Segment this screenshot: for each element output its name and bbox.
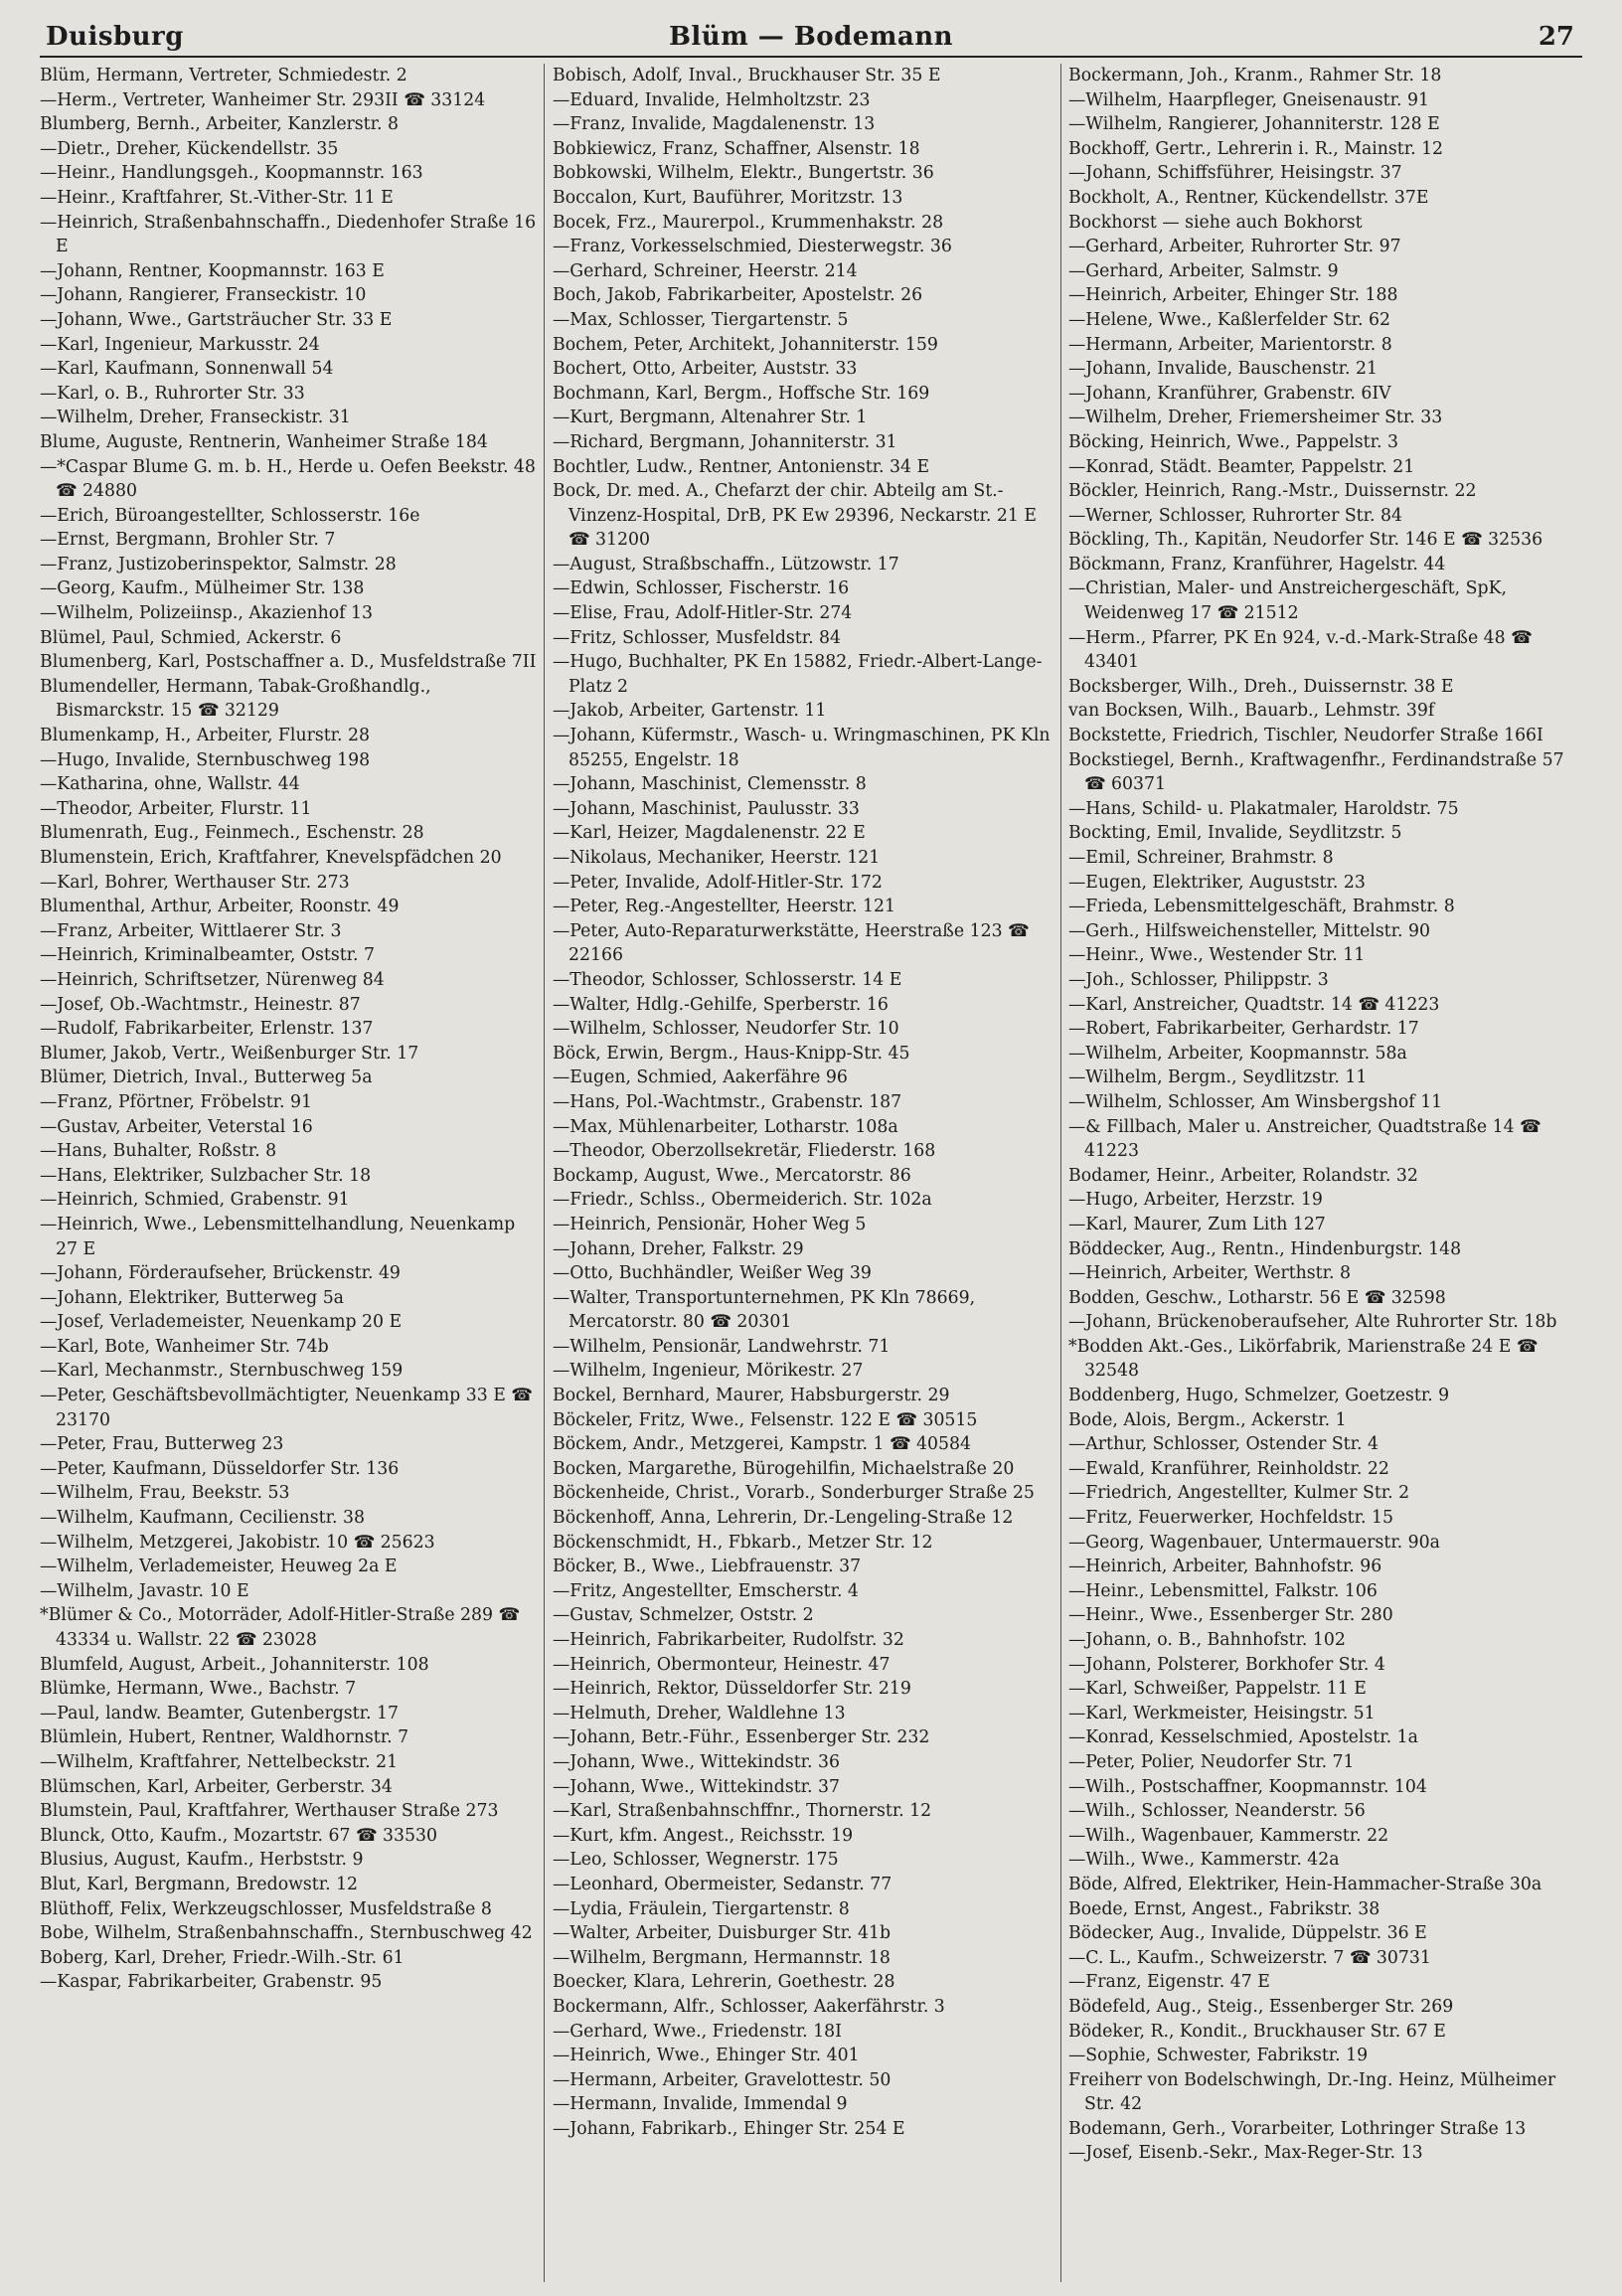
- directory-entry: —Heinr., Wwe., Essenberger Str. 280: [1068, 1605, 1393, 1626]
- directory-entry: —Gerhard, Arbeiter, Salmstr. 9: [1068, 260, 1339, 281]
- directory-entry: —Theodor, Schlosser, Schlosserstr. 14 E: [553, 969, 902, 990]
- directory-entry: —Karl, Heizer, Magdalenenstr. 22 E: [553, 823, 866, 844]
- directory-entry: —Karl, Anstreicher, Quadtstr. 14 ☎ 41223: [1068, 994, 1440, 1015]
- directory-entry: —Wilhelm, Ingenieur, Mörikestr. 27: [553, 1361, 864, 1382]
- directory-entry: —Helmuth, Dreher, Waldlehne 13: [553, 1703, 846, 1723]
- directory-entry: —Max, Schlosser, Tiergartenstr. 5: [553, 309, 849, 330]
- directory-entry: —Theodor, Oberzollsekretär, Fliederstr. 168: [553, 1141, 936, 1162]
- directory-entry: Böckenheide, Christ., Vorarb., Sonderburger Straße 25: [553, 1483, 1035, 1504]
- directory-entry: Bockholt, A., Rentner, Kückendellstr. 37E: [1068, 187, 1429, 208]
- directory-entry: Bochem, Peter, Architekt, Johanniterstr. 159: [553, 334, 938, 355]
- directory-entry: —C. L., Kaufm., Schweizerstr. 7 ☎ 30731: [1068, 1947, 1431, 1968]
- directory-entry: —Johann, Dreher, Falkstr. 29: [553, 1238, 804, 1259]
- directory-entry: Bockting, Emil, Invalide, Seydlitzstr. 5: [1068, 823, 1402, 844]
- directory-entry: —Johann, Betr.-Führ., Essenberger Str. 232: [553, 1727, 930, 1748]
- directory-entry: Boch, Jakob, Fabrikarbeiter, Apostelstr. 26: [553, 285, 923, 306]
- directory-entry: Bochmann, Karl, Bergm., Hoffsche Str. 169: [553, 383, 930, 404]
- directory-entry: Freiherr von Bodelschwingh, Dr.-Ing. Heinz, Mülheimer Str. 42: [1068, 2069, 1556, 2115]
- directory-entry: —Katharina, ohne, Wallstr. 44: [40, 774, 300, 795]
- directory-entry: Blümlein, Hubert, Rentner, Waldhornstr. 7: [40, 1727, 409, 1748]
- directory-entry: —Wilhelm, Kaufmann, Cecilienstr. 38: [40, 1508, 365, 1529]
- directory-entry: Boberg, Karl, Dreher, Friedr.-Wilh.-Str. 61: [40, 1947, 405, 1968]
- directory-entry: —Emil, Schreiner, Brahmstr. 8: [1068, 848, 1334, 868]
- directory-entry: —Heinrich, Arbeiter, Ehinger Str. 188: [1068, 285, 1398, 306]
- directory-entry: —Gustav, Arbeiter, Veterstal 16: [40, 1116, 313, 1137]
- directory-entry: —Josef, Verlademeister, Neuenkamp 20 E: [40, 1312, 403, 1333]
- directory-entry: —Hans, Elektriker, Sulzbacher Str. 18: [40, 1165, 372, 1186]
- directory-entry: —Hans, Schild- u. Plakatmaler, Haroldstr. 75: [1068, 798, 1459, 819]
- directory-entry: —Robert, Fabrikarbeiter, Gerhardstr. 17: [1068, 1019, 1419, 1040]
- directory-entry: Böckling, Th., Kapitän, Neudorfer Str. 146 E ☎ 32536: [1068, 530, 1543, 551]
- directory-entry: —Wilhelm, Bergmann, Hermannstr. 18: [553, 1947, 891, 1968]
- directory-entry: Blüthoff, Felix, Werkzeugschlosser, Musfeldstraße 8: [40, 1898, 492, 1919]
- directory-entry: —Eduard, Invalide, Helmholtzstr. 23: [553, 89, 871, 110]
- directory-entry: —Walter, Arbeiter, Duisburger Str. 41b: [553, 1923, 892, 1944]
- directory-entry: —Wilh., Wwe., Kammerstr. 42a: [1068, 1850, 1340, 1871]
- directory-entry: —Wilhelm, Schlosser, Am Winsbergshof 11: [1068, 1091, 1443, 1112]
- directory-entry: —Heinrich, Arbeiter, Bahnhofstr. 96: [1068, 1557, 1382, 1577]
- directory-entry: —Karl, Mechanmstr., Sternbuschweg 159: [40, 1361, 404, 1382]
- directory-entry: —Peter, Invalide, Adolf-Hitler-Str. 172: [553, 872, 883, 893]
- directory-entry: —Peter, Auto-Reparaturwerkstätte, Heerstraße 123 ☎ 22166: [553, 920, 1030, 966]
- directory-entry: —Wilhelm, Verlademeister, Heuweg 2a E: [40, 1557, 398, 1577]
- directory-entry: —Arthur, Schlosser, Ostender Str. 4: [1068, 1434, 1379, 1455]
- column-divider: [1060, 64, 1061, 2282]
- directory-entry: —Georg, Kaufm., Mülheimer Str. 138: [40, 578, 365, 599]
- directory-entry: —Herm., Pfarrer, PK En 924, v.-d.-Mark-Straße 48 ☎ 43401: [1068, 627, 1533, 673]
- directory-entry: —Karl, Maurer, Zum Lith 127: [1068, 1214, 1326, 1234]
- directory-entry: —Johann, Förderaufseher, Brückenstr. 49: [40, 1263, 401, 1284]
- directory-entry: Bödeker, R., Kondit., Bruckhauser Str. 67 E: [1068, 2021, 1446, 2042]
- directory-entry: —Hugo, Arbeiter, Herzstr. 19: [1068, 1190, 1323, 1211]
- directory-entry: —Wilhelm, Metzgerei, Jakobistr. 10 ☎ 25623: [40, 1532, 435, 1553]
- directory-entry: —Otto, Buchhändler, Weißer Weg 39: [553, 1263, 872, 1284]
- directory-entry: —Karl, Kaufmann, Sonnenwall 54: [40, 359, 334, 380]
- directory-entry: Bochtler, Ludw., Rentner, Antonienstr. 34 E: [553, 456, 930, 477]
- directory-entry: —Johann, Schiffsführer, Heisingstr. 37: [1068, 163, 1402, 184]
- directory-entry: —Wilhelm, Frau, Beekstr. 53: [40, 1483, 290, 1504]
- directory-entry: Blumenkamp, H., Arbeiter, Flurstr. 28: [40, 726, 370, 746]
- directory-entry: —Johann, Wwe., Wittekindstr. 36: [553, 1751, 840, 1772]
- directory-entry: —Peter, Reg.-Angestellter, Heerstr. 121: [553, 897, 895, 917]
- directory-entry: Bocek, Frz., Maurerpol., Krummenhakstr. 28: [553, 212, 944, 233]
- directory-entry: Blümschen, Karl, Arbeiter, Gerberstr. 34: [40, 1776, 393, 1797]
- directory-entry: —Heinrich, Pensionär, Hoher Weg 5: [553, 1214, 867, 1234]
- directory-entry: —Gerhard, Arbeiter, Ruhrorter Str. 97: [1068, 237, 1401, 257]
- directory-entry: —Heinrich, Arbeiter, Werthstr. 8: [1068, 1263, 1351, 1284]
- directory-entry: Boddenberg, Hugo, Schmelzer, Goetzestr. 9: [1068, 1386, 1450, 1406]
- directory-entry: —Wilh., Postschaffner, Koopmannstr. 104: [1068, 1776, 1427, 1797]
- directory-entry: —Gustav, Schmelzer, Oststr. 2: [553, 1605, 814, 1626]
- directory-entry: Blümel, Paul, Schmied, Ackerstr. 6: [40, 627, 342, 648]
- directory-entry: Böcker, B., Wwe., Liebfrauenstr. 37: [553, 1557, 862, 1577]
- directory-entry: —Ewald, Kranführer, Reinholdstr. 22: [1068, 1458, 1389, 1479]
- directory-entry: —Ernst, Bergmann, Brohler Str. 7: [40, 530, 336, 551]
- directory-entry: —Karl, Ingenieur, Markusstr. 24: [40, 334, 320, 355]
- directory-entry: —Heinr., Wwe., Westender Str. 11: [1068, 945, 1366, 966]
- directory-entry: —Wilh., Schlosser, Neanderstr. 56: [1068, 1801, 1366, 1822]
- directory-entry: —Gerh., Hilfsweichensteller, Mittelstr. 90: [1068, 920, 1430, 941]
- directory-entry: —Heinr., Kraftfahrer, St.-Vither-Str. 11 E: [40, 187, 394, 208]
- directory-entry: Blusius, August, Kaufm., Herbststr. 9: [40, 1850, 364, 1871]
- directory-entry: Bock, Dr. med. A., Chefarzt der chir. Abteilg am St.-Vinzenz-Hospital, DrB, PK Ew 29396, Neckarstr. 21 E ☎ 31200: [553, 481, 1037, 551]
- directory-entry: —Johann, Rangierer, Franseckistr. 10: [40, 285, 367, 306]
- directory-entry: —Johann, Kranführer, Grabenstr. 6IV: [1068, 383, 1391, 404]
- directory-entry: —Wilhelm, Javastr. 10 E: [40, 1580, 249, 1601]
- directory-entry: —Hugo, Invalide, Sternbuschweg 198: [40, 749, 371, 770]
- directory-entry: —Fritz, Angestellter, Emscherstr. 4: [553, 1580, 859, 1601]
- directory-entry: Bockermann, Joh., Kranm., Rahmer Str. 18: [1068, 66, 1442, 85]
- directory-entry: Boecker, Klara, Lehrerin, Goethestr. 28: [553, 1972, 895, 1993]
- directory-entry: Böck, Erwin, Bergm., Haus-Knipp-Str. 45: [553, 1043, 910, 1064]
- directory-entry: Boccalon, Kurt, Bauführer, Moritzstr. 13: [553, 187, 903, 208]
- directory-entry: —Eugen, Schmied, Aakerfähre 96: [553, 1067, 848, 1088]
- directory-entry: —Hermann, Arbeiter, Marientorstr. 8: [1068, 334, 1392, 355]
- directory-entry: —Heinrich, Wwe., Lebensmittelhandlung, Neuenkamp 27 E: [40, 1214, 516, 1259]
- directory-entry: —Johann, Rentner, Koopmannstr. 163 E: [40, 260, 385, 281]
- directory-entry: —Erich, Büroangestellter, Schlosserstr. 16e: [40, 505, 420, 526]
- directory-entry: Böddecker, Aug., Rentn., Hindenburgstr. 148: [1068, 1238, 1462, 1259]
- directory-entry: Blumenstein, Erich, Kraftfahrer, Knevelspfädchen 20: [40, 848, 502, 868]
- directory-entry: Bodemann, Gerh., Vorarbeiter, Lothringer Straße 13: [1068, 2118, 1527, 2139]
- directory-entry: —Frieda, Lebensmittelgeschäft, Brahmstr. 8: [1068, 897, 1455, 917]
- directory-entry: Böckenschmidt, H., Fbkarb., Metzer Str. 12: [553, 1532, 933, 1553]
- directory-entry: Bockermann, Alfr., Schlosser, Aakerfährstr. 3: [553, 1996, 945, 2017]
- directory-entry: —Peter, Kaufmann, Düsseldorfer Str. 136: [40, 1458, 400, 1479]
- directory-entry: —Walter, Transportunternehmen, PK Kln 78669, Mercatorstr. 80 ☎ 20301: [553, 1287, 976, 1333]
- directory-entry: —Peter, Frau, Butterweg 23: [40, 1434, 284, 1455]
- directory-entry: Blume, Auguste, Rentnerin, Wanheimer Straße 184: [40, 431, 488, 452]
- directory-entry: Blumfeld, August, Arbeit., Johanniterstr. 108: [40, 1654, 429, 1675]
- directory-entry: Bockstette, Friedrich, Tischler, Neudorfer Straße 166I: [1068, 726, 1543, 746]
- directory-entry: Bockel, Bernhard, Maurer, Habsburgerstr. 29: [553, 1386, 950, 1406]
- directory-entry: Blumenberg, Karl, Postschaffner a. D., Musfeldstraße 7II: [40, 652, 537, 673]
- directory-entry: —Konrad, Kesselschmied, Apostelstr. 1a: [1068, 1727, 1418, 1748]
- directory-entry: Böckeler, Fritz, Wwe., Felsenstr. 122 E ☎ 30515: [553, 1409, 978, 1430]
- directory-entry: —Kurt, kfm. Angest., Reichsstr. 19: [553, 1825, 854, 1846]
- directory-entry: —Heinrich, Fabrikarbeiter, Rudolfstr. 32: [553, 1630, 904, 1650]
- directory-entry: —Heinrich, Rektor, Düsseldorfer Str. 219: [553, 1679, 911, 1700]
- column-divider: [544, 64, 545, 2282]
- directory-entry: —Wilhelm, Bergm., Seydlitzstr. 11: [1068, 1067, 1368, 1088]
- directory-entry: —Karl, Straßenbahnschffnr., Thornerstr. 12: [553, 1801, 932, 1822]
- directory-entry: —Josef, Ob.-Wachtmstr., Heinestr. 87: [40, 994, 361, 1015]
- directory-entry: —Friedrich, Angestellter, Kulmer Str. 2: [1068, 1483, 1410, 1504]
- directory-entry: —August, Straßbschaffn., Lützowstr. 17: [553, 554, 899, 574]
- directory-entry: —Nikolaus, Mechaniker, Heerstr. 121: [553, 848, 881, 868]
- directory-entry: —Paul, landw. Beamter, Gutenbergstr. 17: [40, 1703, 399, 1723]
- directory-entry: Bockhoff, Gertr., Lehrerin i. R., Mainstr. 12: [1068, 138, 1444, 159]
- directory-entry: —Heinrich, Kriminalbeamter, Oststr. 7: [40, 945, 376, 966]
- directory-entry: Bödefeld, Aug., Steig., Essenberger Str. 269: [1068, 1996, 1454, 2017]
- directory-entry: —Jakob, Arbeiter, Gartenstr. 11: [553, 701, 827, 722]
- directory-entry: —Johann, Wwe., Wittekindstr. 37: [553, 1776, 840, 1797]
- directory-entry: —Franz, Justizoberinspektor, Salmstr. 28: [40, 554, 397, 574]
- directory-entry: —Fritz, Feuerwerker, Hochfeldstr. 15: [1068, 1508, 1393, 1529]
- directory-entry: —Leo, Schlosser, Wegnerstr. 175: [553, 1850, 839, 1871]
- directory-entry: Blumberg, Bernh., Arbeiter, Kanzlerstr. 8: [40, 114, 399, 135]
- directory-entry: —Wilhelm, Dreher, Friemersheimer Str. 33: [1068, 408, 1443, 428]
- directory-entry: —Hermann, Arbeiter, Gravelottestr. 50: [553, 2069, 892, 2090]
- directory-entry: —Karl, Werkmeister, Heisingstr. 51: [1068, 1703, 1376, 1723]
- directory-entry: —Walter, Hdlg.-Gehilfe, Sperberstr. 16: [553, 994, 889, 1015]
- directory-entry: Bode, Alois, Bergm., Ackerstr. 1: [1068, 1409, 1347, 1430]
- directory-entry: —Max, Mühlenarbeiter, Lotharstr. 108a: [553, 1116, 898, 1137]
- directory-entry: —Werner, Schlosser, Ruhrorter Str. 84: [1068, 505, 1402, 526]
- directory-entry: —Heinrich, Wwe., Ehinger Str. 401: [553, 2046, 860, 2066]
- directory-entry: —Wilhelm, Dreher, Franseckistr. 31: [40, 408, 351, 428]
- directory-entry: —Georg, Wagenbauer, Untermauerstr. 90a: [1068, 1532, 1440, 1553]
- directory-entry: —Karl, o. B., Ruhrorter Str. 33: [40, 383, 305, 404]
- directory-entry: Blunck, Otto, Kaufm., Mozartstr. 67 ☎ 33530: [40, 1825, 438, 1846]
- directory-entry: Bocksberger, Wilh., Dreh., Duissernstr. 38 E: [1068, 676, 1454, 697]
- directory-entry: —Franz, Arbeiter, Wittlaerer Str. 3: [40, 920, 342, 941]
- directory-entry: Bodamer, Heinr., Arbeiter, Rolandstr. 32: [1068, 1165, 1418, 1186]
- directory-entry: —Johann, o. B., Bahnhofstr. 102: [1068, 1630, 1346, 1650]
- directory-entry: Bödecker, Aug., Invalide, Düppelstr. 36 E: [1068, 1923, 1427, 1944]
- directory-entry: —Konrad, Städt. Beamter, Pappelstr. 21: [1068, 456, 1415, 477]
- directory-entry: —Eugen, Elektriker, Auguststr. 23: [1068, 872, 1366, 893]
- column-3: [1068, 64, 1583, 2282]
- directory-entry: —Kurt, Bergmann, Altenahrer Str. 1: [553, 408, 868, 428]
- directory-entry: Bochert, Otto, Arbeiter, Auststr. 33: [553, 359, 858, 380]
- directory-entry: —Wilhelm, Polizeiinsp., Akazienhof 13: [40, 603, 374, 624]
- directory-entry: —Wilhelm, Pensionär, Landwehrstr. 71: [553, 1336, 891, 1357]
- directory-entry: —Johann, Invalide, Bauschenstr. 21: [1068, 359, 1378, 380]
- directory-entry: —Kaspar, Fabrikarbeiter, Grabenstr. 95: [40, 1972, 383, 1993]
- directory-entry: —& Fillbach, Maler u. Anstreicher, Quadtstraße 14 ☎ 41223: [1068, 1116, 1541, 1162]
- directory-entry: —Johann, Wwe., Gartsträucher Str. 33 E: [40, 309, 393, 330]
- column-1: [40, 64, 537, 2282]
- directory-entry: —Peter, Geschäftsbevollmächtigter, Neuenkamp 33 E ☎ 23170: [40, 1386, 533, 1430]
- directory-entry: —Richard, Bergmann, Johanniterstr. 31: [553, 431, 897, 452]
- directory-entry: Blumer, Jakob, Vertr., Weißenburger Str. 17: [40, 1043, 419, 1064]
- directory-entry: —Wilhelm, Kraftfahrer, Nettelbeckstr. 21: [40, 1751, 399, 1772]
- directory-entry: Böckenhoff, Anna, Lehrerin, Dr.-Lengeling-Straße 12: [553, 1508, 1014, 1529]
- directory-entry: —Heinrich, Straßenbahnschaffn., Diedenhofer Straße 16 E: [40, 212, 537, 257]
- directory-entry: —Karl, Schweißer, Pappelstr. 11 E: [1068, 1679, 1367, 1700]
- directory-entry: —Johann, Polsterer, Borkhofer Str. 4: [1068, 1654, 1385, 1675]
- directory-entry: —Christian, Maler- und Anstreichergeschäft, SpK, Weidenweg 17 ☎ 21512: [1068, 578, 1507, 624]
- directory-entry: Bobkiewicz, Franz, Schaffner, Alsenstr. 18: [553, 138, 920, 159]
- column-2: [553, 64, 1054, 2282]
- directory-entry: —Herm., Vertreter, Wanheimer Str. 293II ☎ 33124: [40, 89, 486, 110]
- directory-entry: Bockamp, August, Wwe., Mercatorstr. 86: [553, 1165, 911, 1186]
- page-number: 27: [1538, 22, 1574, 52]
- directory-entry: —Wilhelm, Haarpfleger, Gneisenaustr. 91: [1068, 89, 1429, 110]
- directory-entry: —Hugo, Buchhalter, PK En 15882, Friedr.-Albert-Lange-Platz 2: [553, 652, 1043, 697]
- directory-entry: Blut, Karl, Bergmann, Bredowstr. 12: [40, 1874, 359, 1894]
- directory-entry: van Bocksen, Wilh., Bauarb., Lehmstr. 39f: [1068, 701, 1435, 722]
- directory-entry: —Heinrich, Schriftsetzer, Nürenweg 84: [40, 969, 385, 990]
- directory-entry: Blumenrath, Eug., Feinmech., Eschenstr. 28: [40, 823, 424, 844]
- directory-entry: —Leonhard, Obermeister, Sedanstr. 77: [553, 1874, 892, 1894]
- directory-entry: —Karl, Bote, Wanheimer Str. 74b: [40, 1336, 329, 1357]
- directory-entry: —Rudolf, Fabrikarbeiter, Erlenstr. 137: [40, 1019, 374, 1040]
- directory-entry: —Franz, Pförtner, Fröbelstr. 91: [40, 1091, 313, 1112]
- directory-entry: Blumendeller, Hermann, Tabak-Großhandlg., Bismarckstr. 15 ☎ 32129: [40, 676, 431, 722]
- directory-entry: Bobe, Wilhelm, Straßenbahnschaffn., Sternbuschweg 42: [40, 1923, 533, 1944]
- directory-entry: —Johann, Maschinist, Clemensstr. 8: [553, 774, 867, 795]
- directory-entry: —Theodor, Arbeiter, Flurstr. 11: [40, 798, 312, 819]
- directory-entry: —Helene, Wwe., Kaßlerfelder Str. 62: [1068, 309, 1391, 330]
- header-city: Duisburg: [46, 22, 184, 52]
- directory-entry: Bobkowski, Wilhelm, Elektr., Bungertstr. 36: [553, 163, 934, 184]
- directory-entry: —Gerhard, Schreiner, Heerstr. 214: [553, 260, 858, 281]
- directory-entry: —Dietr., Dreher, Kückendellstr. 35: [40, 138, 339, 159]
- directory-entry: Blumstein, Paul, Kraftfahrer, Werthauser Straße 273: [40, 1801, 499, 1822]
- directory-entry: Blüm, Hermann, Vertreter, Schmiedestr. 2: [40, 66, 407, 85]
- directory-entry: —Heinr., Handlungsgeh., Koopmannstr. 163: [40, 163, 423, 184]
- directory-entry: Blümer, Dietrich, Inval., Butterweg 5a: [40, 1067, 373, 1088]
- directory-entry: —Joh., Schlosser, Philippstr. 3: [1068, 969, 1329, 990]
- directory-entry: —Elise, Frau, Adolf-Hitler-Str. 274: [553, 603, 853, 624]
- directory-entry: —Sophie, Schwester, Fabrikstr. 19: [1068, 2046, 1369, 2066]
- directory-entry: —Heinrich, Obermonteur, Heinestr. 47: [553, 1654, 891, 1675]
- directory-entry: —Johann, Maschinist, Paulusstr. 33: [553, 798, 860, 819]
- directory-entry: Böckem, Andr., Metzgerei, Kampstr. 1 ☎ 40584: [553, 1434, 971, 1455]
- directory-entry: Blümke, Hermann, Wwe., Bachstr. 7: [40, 1679, 357, 1700]
- directory-entry: —Josef, Eisenb.-Sekr., Max-Reger-Str. 13: [1068, 2143, 1423, 2164]
- directory-entry: *Blümer & Co., Motorräder, Adolf-Hitler-Straße 289 ☎ 43334 u. Wallstr. 22 ☎ 23028: [40, 1605, 521, 1650]
- directory-entry: Böckler, Heinrich, Rang.-Mstr., Duissernstr. 22: [1068, 481, 1477, 502]
- directory-entry: Böckmann, Franz, Kranführer, Hagelstr. 44: [1068, 554, 1446, 574]
- directory-entry: —Wilhelm, Rangierer, Johanniterstr. 128 E: [1068, 114, 1440, 135]
- directory-entry: Blumenthal, Arthur, Arbeiter, Roonstr. 49: [40, 897, 400, 917]
- directory-entry: *Bodden Akt.-Ges., Likörfabrik, Marienstraße 24 E ☎ 32548: [1068, 1336, 1539, 1382]
- directory-entry: —Friedr., Schlss., Obermeiderich. Str. 102a: [553, 1190, 932, 1211]
- directory-entry: —Hermann, Invalide, Immendal 9: [553, 2094, 848, 2115]
- directory-entry: —Franz, Eigenstr. 47 E: [1068, 1972, 1270, 1993]
- directory-entry: —Wilhelm, Arbeiter, Koopmannstr. 58a: [1068, 1043, 1407, 1064]
- directory-entry: —Franz, Vorkesselschmied, Diesterwegstr. 36: [553, 237, 952, 257]
- directory-entry: —*Caspar Blume G. m. b. H., Herde u. Oefen Beekstr. 48 ☎ 24880: [40, 456, 536, 502]
- directory-entry: —Karl, Bohrer, Werthauser Str. 273: [40, 872, 350, 893]
- directory-entry: —Hans, Buhalter, Roßstr. 8: [40, 1141, 277, 1162]
- page-header: [40, 14, 1582, 58]
- directory-entry: —Edwin, Schlosser, Fischerstr. 16: [553, 578, 850, 599]
- header-range: Blüm — Bodemann: [668, 22, 954, 52]
- directory-entry: —Wilh., Wagenbauer, Kammerstr. 22: [1068, 1825, 1389, 1846]
- directory-entry: —Franz, Invalide, Magdalenenstr. 13: [553, 114, 876, 135]
- directory-entry: —Johann, Küfermstr., Wasch- u. Wringmaschinen, PK Kln 85255, Engelstr. 18: [553, 726, 1051, 770]
- directory-entry: —Johann, Fabrikarb., Ehinger Str. 254 E: [553, 2118, 905, 2139]
- directory-entry: Bockhorst — siehe auch Bokhorst: [1068, 212, 1363, 233]
- directory-entry: —Heinrich, Schmied, Grabenstr. 91: [40, 1190, 350, 1211]
- directory-entry: —Fritz, Schlosser, Musfeldstr. 84: [553, 627, 842, 648]
- directory-entry: Böcking, Heinrich, Wwe., Pappelstr. 3: [1068, 431, 1398, 452]
- directory-entry: Bodden, Geschw., Lotharstr. 56 E ☎ 32598: [1068, 1287, 1446, 1308]
- directory-entry: —Peter, Polier, Neudorfer Str. 71: [1068, 1751, 1355, 1772]
- directory-entry: —Gerhard, Wwe., Friedenstr. 18I: [553, 2021, 842, 2042]
- directory-entry: —Hans, Pol.-Wachtmstr., Grabenstr. 187: [553, 1091, 902, 1112]
- directory-entry: —Johann, Elektriker, Butterweg 5a: [40, 1287, 344, 1308]
- directory-entry: Bocken, Margarethe, Bürogehilfin, Michaelstraße 20: [553, 1458, 1015, 1479]
- directory-entry: —Lydia, Fräulein, Tiergartenstr. 8: [553, 1898, 850, 1919]
- directory-entry: —Wilhelm, Schlosser, Neudorfer Str. 10: [553, 1019, 899, 1040]
- directory-entry: —Johann, Brückenoberaufseher, Alte Ruhrorter Str. 18b: [1068, 1312, 1557, 1333]
- directory-entry: Bockstiegel, Bernh., Kraftwagenfhr., Ferdinandstraße 57 ☎ 60371: [1068, 749, 1564, 795]
- directory-entry: Böde, Alfred, Elektriker, Hein-Hammacher-Straße 30a: [1068, 1874, 1542, 1894]
- directory-entry: Bobisch, Adolf, Inval., Bruckhauser Str. 35 E: [553, 66, 941, 85]
- directory-entry: —Heinr., Lebensmittel, Falkstr. 106: [1068, 1580, 1378, 1601]
- directory-entry: Boede, Ernst, Angest., Fabrikstr. 38: [1068, 1898, 1380, 1919]
